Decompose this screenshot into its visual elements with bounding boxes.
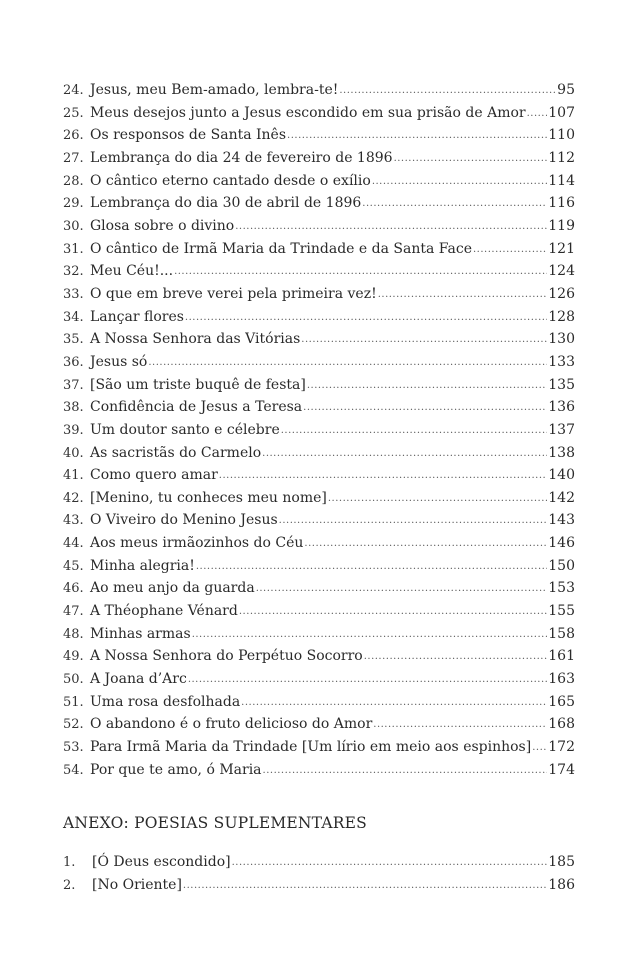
toc-entry[interactable] — [63, 328, 575, 351]
dot-leader — [262, 443, 547, 466]
dot-leader — [373, 714, 547, 737]
entry-number: 35. — [63, 332, 84, 348]
entry-page-number: 124 — [548, 263, 575, 280]
entry-title: Confidência de Jesus a Teresa — [90, 399, 303, 416]
entry-page-number: 163 — [548, 671, 575, 688]
dot-leader — [372, 171, 547, 194]
dot-leader — [378, 284, 548, 307]
dot-leader — [148, 352, 547, 375]
entry-number: 33. — [63, 286, 84, 302]
entry-page-number: 116 — [548, 195, 575, 212]
entry-number: 42. — [63, 490, 84, 506]
entry-page-number: 186 — [548, 876, 575, 893]
dot-leader — [328, 488, 547, 511]
entry-title: Ao meu anjo da guarda — [90, 580, 255, 597]
entry-number: 45. — [63, 558, 84, 574]
dot-leader — [532, 737, 547, 760]
entry-title: Um doutor santo e célebre — [90, 421, 280, 438]
toc-entry[interactable] — [63, 170, 575, 193]
entry-page-number: 172 — [548, 739, 575, 756]
toc-entry[interactable] — [63, 555, 575, 578]
entry-title: Os responsos de Santa Inês — [90, 127, 287, 144]
entry-number: 1. — [63, 855, 76, 870]
dot-leader — [256, 578, 548, 601]
toc-entry[interactable] — [63, 623, 575, 646]
dot-leader — [303, 397, 547, 420]
entry-number: 43. — [63, 513, 84, 529]
entry-number: 46. — [63, 581, 84, 597]
entry-title: Uma rosa desfolhada — [90, 693, 241, 710]
entry-title: [Ó Deus escondido] — [92, 854, 231, 870]
entry-title: Para Irmã Maria da Trindade [Um lírio em meio aos espinhos] — [90, 739, 532, 756]
toc-entry[interactable] — [63, 851, 575, 874]
entry-title: A Théophane Vénard — [90, 603, 238, 620]
dot-leader — [527, 103, 548, 126]
toc-entry[interactable] — [63, 509, 575, 532]
entry-number: 36. — [63, 354, 84, 370]
entry-title: Lembrança do dia 30 de abril de 1896 — [90, 195, 362, 212]
entry-number: 2. — [63, 877, 76, 893]
toc-entry[interactable] — [63, 124, 575, 147]
entry-title: Meus desejos junto a Jesus escondido em sua prisão de Amor — [90, 104, 526, 121]
entry-page-number: 161 — [548, 648, 575, 665]
toc-entry[interactable] — [63, 442, 575, 465]
entry-title: O Viveiro do Menino Jesus — [90, 512, 278, 529]
toc-entry[interactable] — [63, 351, 575, 374]
toc-entry[interactable] — [63, 102, 575, 125]
entry-number: 48. — [63, 626, 84, 642]
entry-number: 31. — [63, 241, 84, 257]
entry-page-number: 155 — [548, 603, 575, 620]
dot-leader — [307, 375, 547, 398]
entry-number: 44. — [63, 536, 84, 552]
entry-page-number: 135 — [548, 376, 575, 393]
entry-page-number: 128 — [548, 308, 575, 325]
entry-page-number: 150 — [548, 557, 575, 574]
entry-title: Glosa sobre o divino — [90, 217, 235, 234]
entry-number: 32. — [63, 264, 84, 280]
toc-entry[interactable] — [63, 79, 575, 102]
entry-title: O abandono é o fruto delicioso do Amor — [90, 716, 373, 733]
toc-entry[interactable] — [63, 532, 575, 555]
entry-page-number: 168 — [548, 716, 575, 733]
toc-entry[interactable] — [63, 577, 575, 600]
dot-leader — [192, 624, 548, 647]
entry-title: Minha alegria! — [90, 557, 195, 574]
dot-leader — [183, 875, 547, 898]
entry-page-number: 114 — [548, 172, 575, 189]
entry-number: 40. — [63, 445, 84, 461]
entry-title: [No Oriente] — [92, 876, 182, 893]
entry-page-number: 130 — [548, 331, 575, 348]
toc-entry[interactable] — [63, 691, 575, 714]
entry-number: 51. — [63, 694, 84, 710]
entry-number: 52. — [63, 717, 84, 733]
entry-page-number: 146 — [548, 535, 575, 552]
entry-number: 30. — [63, 218, 84, 234]
entry-title: Jesus só — [90, 353, 148, 370]
dot-leader — [188, 669, 547, 692]
entry-number: 47. — [63, 604, 84, 620]
dot-leader — [394, 148, 548, 171]
entry-title: O cântico eterno cantado desde o exílio — [90, 172, 371, 189]
entry-page-number: 174 — [548, 761, 575, 778]
entry-title: Lançar flores — [90, 308, 184, 325]
entry-title: Como quero amar — [90, 467, 218, 484]
entry-title: As sacristãs do Carmelo — [90, 444, 262, 461]
toc-entry[interactable] — [63, 645, 575, 668]
toc-entry[interactable] — [63, 600, 575, 623]
dot-leader — [301, 329, 547, 352]
entry-page-number: 138 — [548, 444, 575, 461]
toc-entry[interactable] — [63, 283, 575, 306]
table-of-contents — [63, 79, 575, 781]
entry-title: Por que te amo, ó Maria — [90, 761, 262, 778]
entry-title: O que em breve verei pela primeira vez! — [90, 285, 377, 302]
entry-title: A Nossa Senhora das Vitórias — [90, 331, 301, 348]
toc-entry[interactable] — [63, 668, 575, 691]
toc-entry[interactable] — [63, 306, 575, 329]
entry-title: O cântico de Irmã Maria da Trindade e da Santa Face — [90, 240, 472, 257]
entry-page-number: 153 — [548, 580, 575, 597]
toc-entry[interactable] — [63, 874, 575, 897]
entry-page-number: 121 — [548, 240, 575, 257]
entry-page-number: 185 — [548, 854, 575, 870]
entry-page-number: 165 — [548, 693, 575, 710]
entry-title: [São um triste buquê de festa] — [90, 376, 306, 393]
entry-number: 53. — [63, 740, 84, 756]
entry-number: 27. — [63, 150, 84, 166]
annex-table-of-contents — [63, 851, 575, 896]
dot-leader — [239, 601, 547, 624]
dot-leader — [241, 692, 547, 715]
entry-page-number: 133 — [548, 353, 575, 370]
entry-number: 37. — [63, 377, 84, 393]
entry-page-number: 119 — [548, 217, 575, 234]
entry-page-number: 110 — [548, 127, 575, 144]
entry-page-number: 126 — [548, 285, 575, 302]
dot-leader — [339, 80, 556, 103]
entry-title: A Nossa Senhora do Perpétuo Socorro — [90, 648, 363, 665]
entry-page-number: 137 — [548, 421, 575, 438]
toc-entry[interactable] — [63, 215, 575, 238]
entry-title: Meu Céu!... — [90, 263, 174, 280]
entry-page-number: 140 — [548, 467, 575, 484]
entry-number: 49. — [63, 649, 84, 665]
toc-entry[interactable] — [63, 192, 575, 215]
dot-leader — [304, 533, 547, 556]
toc-entry[interactable] — [63, 147, 575, 170]
entry-page-number: 158 — [548, 625, 575, 642]
entry-number: 38. — [63, 400, 84, 416]
dot-leader — [263, 760, 548, 783]
entry-page-number: 143 — [548, 512, 575, 529]
toc-entry[interactable] — [63, 713, 575, 736]
entry-title: Lembrança do dia 24 de fevereiro de 1896 — [90, 149, 393, 166]
entry-page-number: 142 — [548, 489, 575, 506]
entry-number: 41. — [63, 468, 84, 484]
entry-page-number: 107 — [548, 104, 575, 121]
dot-leader — [196, 556, 547, 579]
entry-number: 26. — [63, 128, 84, 144]
dot-leader — [473, 239, 547, 262]
entry-number: 39. — [63, 422, 84, 438]
toc-entry[interactable] — [63, 374, 575, 397]
toc-entry[interactable] — [63, 238, 575, 261]
entry-number: 25. — [63, 105, 84, 121]
entry-number: 54. — [63, 762, 84, 778]
entry-title: Aos meus irmãozinhos do Céu — [90, 535, 304, 552]
dot-leader — [362, 193, 547, 216]
entry-number: 50. — [63, 672, 84, 688]
entry-page-number: 95 — [557, 82, 575, 98]
entry-number: 28. — [63, 173, 84, 189]
entry-page-number: 136 — [548, 399, 575, 416]
toc-entry[interactable] — [63, 464, 575, 487]
dot-leader — [279, 510, 548, 533]
dot-leader — [219, 465, 547, 488]
toc-entry[interactable] — [63, 260, 575, 283]
dot-leader — [287, 125, 547, 148]
dot-leader — [232, 852, 548, 875]
dot-leader — [281, 420, 548, 443]
toc-entry[interactable] — [63, 487, 575, 510]
entry-title: A Joana d’Arc — [90, 671, 187, 688]
annex-heading: ANEXO: POESIAS SUPLEMENTARES — [63, 814, 367, 832]
toc-entry[interactable] — [63, 759, 575, 782]
entry-number: 24. — [63, 83, 84, 98]
entry-page-number: 112 — [548, 149, 575, 166]
dot-leader — [364, 646, 548, 669]
dot-leader — [185, 307, 547, 330]
entry-number: 34. — [63, 309, 84, 325]
dot-leader — [235, 216, 547, 239]
entry-title: Minhas armas — [90, 625, 191, 642]
entry-number: 29. — [63, 196, 84, 212]
toc-entry[interactable] — [63, 736, 575, 759]
entry-title: Jesus, meu Bem-amado, lembra-te! — [90, 82, 339, 98]
entry-title: [Menino, tu conheces meu nome] — [90, 489, 327, 506]
dot-leader — [174, 261, 547, 284]
toc-entry[interactable] — [63, 396, 575, 419]
toc-entry[interactable] — [63, 419, 575, 442]
